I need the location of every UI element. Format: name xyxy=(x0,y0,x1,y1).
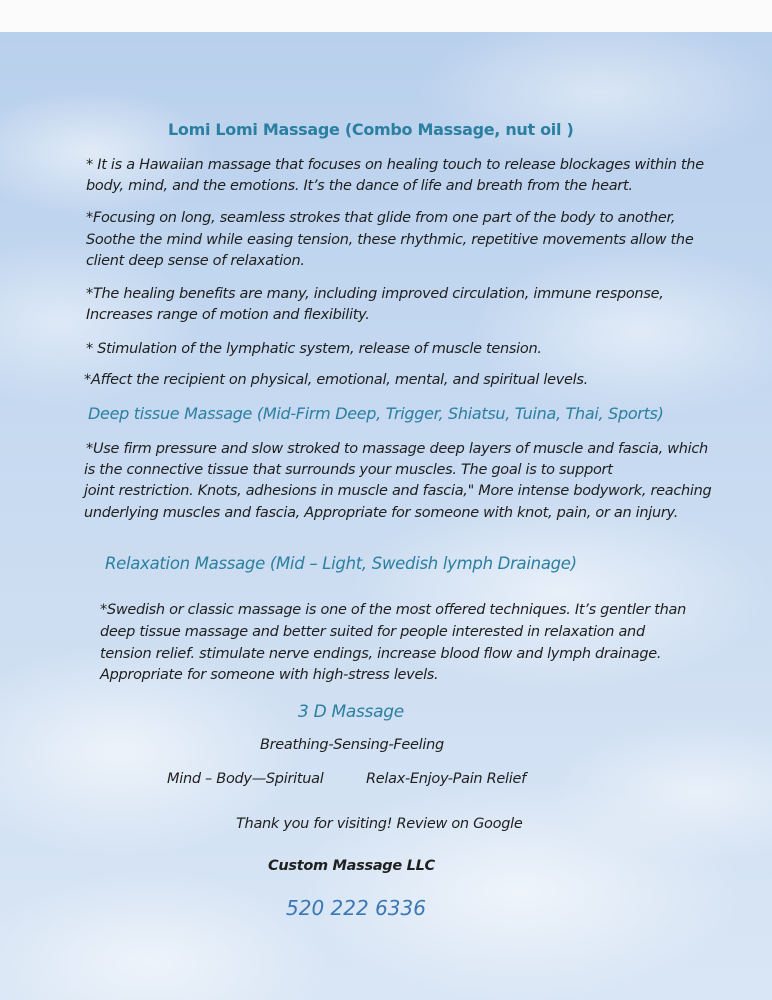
three-d-right-text: Relax-Enjoy-Pain Relief xyxy=(366,771,526,787)
lomi-lomi-title: Lomi Lomi Massage (Combo Massage, nut oil ) xyxy=(168,120,574,139)
lomi-text-line: * Stimulation of the lymphatic system, release of muscle tension. xyxy=(86,341,542,357)
three-d-tagline: Breathing-Sensing-Feeling xyxy=(260,737,444,753)
lomi-text-line: *Focusing on long, seamless strokes that glide from one part of the body to another, xyxy=(86,210,676,226)
deep-text-line: joint restriction. Knots, adhesions in muscle and fascia," More intense bodywork, reaching xyxy=(84,483,712,499)
lomi-text-line: Increases range of motion and flexibility. xyxy=(86,307,370,323)
deep-tissue-title: Deep tissue Massage (Mid-Firm Deep, Trigger, Shiatsu, Tuina, Thai, Sports) xyxy=(88,404,664,423)
lomi-text-line: *The healing benefits are many, including improved circulation, immune response, xyxy=(86,286,664,302)
flyer-page xyxy=(0,32,772,1000)
phone-number: 520 222 6336 xyxy=(286,896,426,920)
relax-text-line: *Swedish or classic massage is one of the most offered techniques. It’s gentler than xyxy=(100,602,687,618)
lomi-text-line: client deep sense of relaxation. xyxy=(86,253,305,269)
three-d-title: 3 D Massage xyxy=(298,702,404,722)
relax-text-line: deep tissue massage and better suited for people interested in relaxation and xyxy=(100,624,645,640)
relax-text-line: tension relief. stimulate nerve endings, increase blood flow and lymph drainage. xyxy=(100,646,662,662)
deep-text-line: underlying muscles and fascia, Appropriate for someone with knot, pain, or an injury. xyxy=(84,505,679,521)
lomi-text-line: * It is a Hawaiian massage that focuses on healing touch to release blockages within the xyxy=(86,157,704,173)
lomi-text-line: body, mind, and the emotions. It’s the dance of life and breath from the heart. xyxy=(86,178,633,194)
scan-top-margin xyxy=(0,0,772,32)
lomi-text-line: Soothe the mind while easing tension, these rhythmic, repetitive movements allow the xyxy=(86,232,694,248)
company-name: Custom Massage LLC xyxy=(268,858,435,874)
lomi-text-line: *Affect the recipient on physical, emotional, mental, and spiritual levels. xyxy=(84,372,588,388)
deep-text-line: *Use firm pressure and slow stroked to massage deep layers of muscle and fascia, which xyxy=(86,441,708,457)
relax-text-line: Appropriate for someone with high-stress levels. xyxy=(100,667,439,683)
relaxation-title: Relaxation Massage (Mid – Light, Swedish lymph Drainage) xyxy=(105,554,577,573)
three-d-left-text: Mind – Body—Spiritual xyxy=(167,771,324,787)
review-text: Thank you for visiting! Review on Google xyxy=(236,816,523,832)
deep-text-line: is the connective tissue that surrounds your muscles. The goal is to support xyxy=(84,462,613,478)
